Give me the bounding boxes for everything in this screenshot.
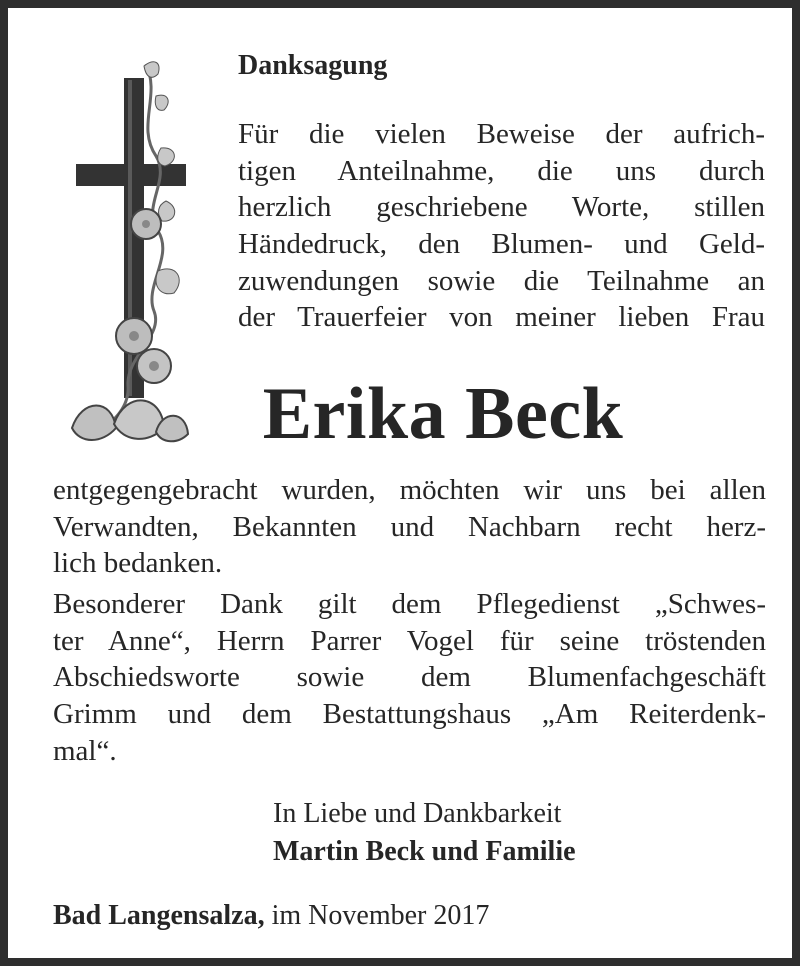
deceased-name: Erika Beck: [262, 373, 624, 455]
intro-line: tigen Anteilnahme, die uns durch: [238, 154, 765, 187]
thanks-paragraph: [53, 586, 766, 769]
body-line: Verwandten, Bekannten und Nachbarn recht herz-: [53, 510, 766, 543]
closing-greeting: In Liebe und Dankbarkeit: [273, 798, 562, 829]
body-line: lich bedanken.: [53, 547, 223, 580]
intro-paragraph: [238, 116, 765, 336]
date: im November 2017: [271, 900, 490, 931]
body-paragraph: [53, 472, 766, 582]
intro-line: herzlich geschriebene Worte, stillen: [238, 191, 765, 224]
intro-line: der Trauerfeier von meiner lieben Frau: [238, 301, 765, 334]
heading-danksagung: Danksagung: [238, 50, 388, 81]
thanks-line: ter Anne“, Herrn Parrer Vogel für seine tröstenden: [53, 624, 766, 657]
place-and-date: [53, 898, 489, 934]
thanks-line: Besonderer Dank gilt dem Pflegedienst „Schwes-: [53, 588, 766, 620]
intro-line: Für die vielen Beweise der aufrich-: [238, 118, 765, 150]
place: Bad Langensalza,: [53, 900, 265, 931]
body-line: entgegengebracht wurden, möchten wir uns bei allen: [53, 474, 766, 506]
signature: Martin Beck und Familie: [273, 836, 576, 867]
thanks-line: Abschiedsworte sowie dem Blumenfachgeschäft: [53, 661, 766, 694]
intro-line: Händedruck, den Blumen- und Geld-: [238, 228, 765, 261]
intro-line: zuwendungen sowie die Teilnahme an: [238, 264, 765, 297]
thanks-line: Grimm und dem Bestattungshaus „Am Reiterdenk-: [53, 698, 766, 731]
thanks-line: mal“.: [53, 734, 117, 767]
